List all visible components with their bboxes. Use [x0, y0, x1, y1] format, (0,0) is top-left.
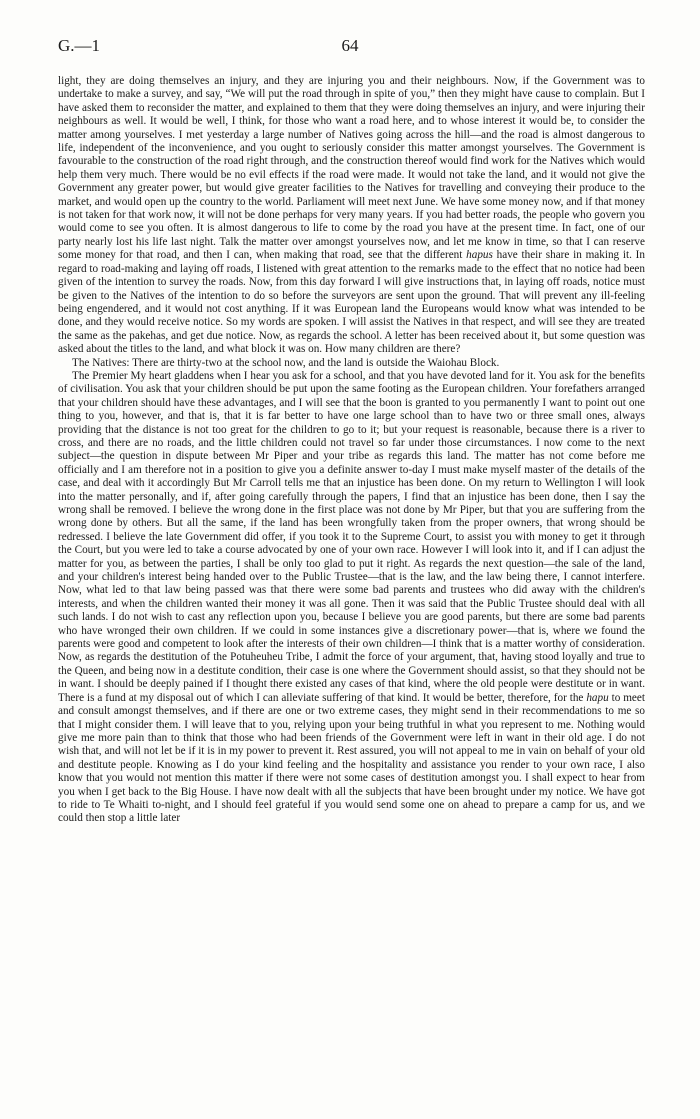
text-run: The Premier My heart gladdens when I hear you ask for a school, and that you have devoted land for it. You ask for the benefits of civilisation. You ask that your children should be put upon the same footing as the European children. Your forefathers arranged that your children should have these advantages, and I will see that the boon is granted to you permanently I want to point out one thing to you, however, and that is, that it is far better to have one large school than to have two or three small ones, always providing that the distance is not too great for the children to go to it; but your request is reasonable, because there is a river to cross, and there are no roads, and the little children could not travel so far under those circumstances. I now come to the next subject—the question in dispute between Mr Piper and your tribe as regards this land. The matter has not come before me officially and I am therefore not in a position to give you a definite answer to-day I must make myself master of the details of the case, and deal with it accordingly But Mr Carroll tells me that an injustice has been done. On my return to Wellington I will look into the matter personally, and if, after going carefully through the papers, I find that an injustice has been done, then I say the wrong shall be removed. I believe the wrong done in the first place was not done by Mr Piper, but that you are suffering from the wrong done by others. But all the same, if the land has been wrongfully taken from the proper owners, that wrong should be redressed. I believe the late Government did offer, if you took it to the Supreme Court, to assist you with money to get it through the Court, but you were led to take a course advocated by one of your own race. However I will look into it, and if I can adjust the matter for you, as between the parties, I shall be only too glad to put it right. As regards the next question—the sale of the land, and your children's interest being handed over to the Public Trustee—that is the law, and the law being there, I cannot interfere. Now, what led to that law being passed was that there were some bad parents and trustees who did away with the children's interests, and when the children wanted their money it was all gone. Then it was said that the Public Trustee should deal with all such lands. I do not wish to cast any reflection upon you, because I believe you are good parents, but there are some bad parents who have wronged their own children. If we could in some instances give a discretionary power—that is, where we found the parents were good and competent to look after the interests of their own children—I think that is a matter worthy of consideration. Now, as regards the destitution of the Potuheuheu Tribe, I admit the force of your argument, that, having stood loyally and true to the Queen, and being now in a destitute condition, their case is one where the Government should assist, so that they should not be in want. I should be deeply pained if I thought there existed any cases of that kind, where the old people were destitute or in want. There is a fund at my disposal out of which I can alleviate suffering of that kind. It would be better, therefore, for the — [58, 369, 645, 704]
text-run: have their share in making it. In regard to road-making and laying off roads, I listened with great attention to the remarks made to the effect that no notice had been given of the intention to survey the roads. Now, from this day forward I will give instructions that, in laying off roads, notice must be given to the Natives of the intention to do so before the surveyors are sent upon the ground. That will prevent any ill-feeling being engendered, and it would not cost anything. If it was European land the Europeans would know what was intended to be done, and they would receive notice. So my words are spoken. I will assist the Natives in that respect, and will see they are treated the same as the pakehas, and get due notice. Now, as regards the school. A letter has been received about it, but some question was asked about the titles to the land, and what block it was on. How many children are there? — [58, 249, 645, 356]
text-run: light, they are doing themselves an injury, and they are injuring you and their neighbours. Now, if the Government was to undertake to make a survey, and say, “We will put the road through in spite of you,” then they might have cause to complain. But I have asked them to reconsider the matter, and explained to them that they were doing themselves an injury, and were injuring their neighbours as well. It would be well, I think, for those who want a road here, and to whose interest it would be, to consider the matter among yourselves. I met yesterday a large number of Natives going across the hill—and the road is almost dangerous to life, independent of the inconvenience, and you ought to seriously consider this matter amongst yourselves. The Government is favourable to the construction of the road right through, and the construction thereof would find work for the Natives which would help them very much. There would be no evil effects if the road were made. It would not take the land, and it would not give the Government any greater power, but would give greater facilities to the Natives for travelling and conveying their produce to the market, and would open up the country to the world. Parliament will meet next June. We have some money now, and if that money is not taken for that work now, it will not be done perhaps for very many years. If you had better roads, the people who govern you would come to see you often. It is almost dangerous to life to come by the road you have at the present time. In fact, one of our party nearly lost his life last night. Talk the matter over amongst yourselves now, and let me know in time, so that I can reserve some money for that road, and then I can, when making that road, see that the different — [58, 75, 645, 262]
paragraph-1 — [58, 75, 645, 357]
paragraph-3 — [58, 370, 645, 826]
body-text — [58, 75, 645, 826]
document-reference: G.—1 — [58, 36, 101, 55]
page-header — [58, 36, 642, 60]
italic-term: hapus — [466, 249, 493, 262]
text-run: The Natives: There are thirty-two at the school now, and the land is outside the Waiohau Block. — [72, 356, 500, 369]
page-number: 64 — [341, 36, 359, 55]
paragraph-2 — [58, 357, 645, 370]
text-run: to meet and consult amongst themselves, and if there are one or two extreme cases, they might send in their recommendations to me so that I might consider them. I will leave that to you, relying upon your being truthful in what you represent to me. Nothing would give me more pain than to think that those who had been friends of the Government were left in want in their old age. I do not wish that, and will not let be if it is in my power to prevent it. Rest assured, you will not appeal to me in vain on behalf of your old and destitute people. Knowing as I do your kind feeling and the hospitality and assistance you render to your own race, I also know that you would not mention this matter if there were not some cases of destitution amongst you. I shall expect to hear from you when I get back to the Big House. I have now dealt with all the subjects that have been brought under my notice. We have got to ride to Te Whaiti to-night, and I should feel grateful if you would send some one on ahead to prepare a camp for us, and we could then stop a little later — [58, 691, 645, 825]
italic-term: hapu — [586, 691, 609, 704]
